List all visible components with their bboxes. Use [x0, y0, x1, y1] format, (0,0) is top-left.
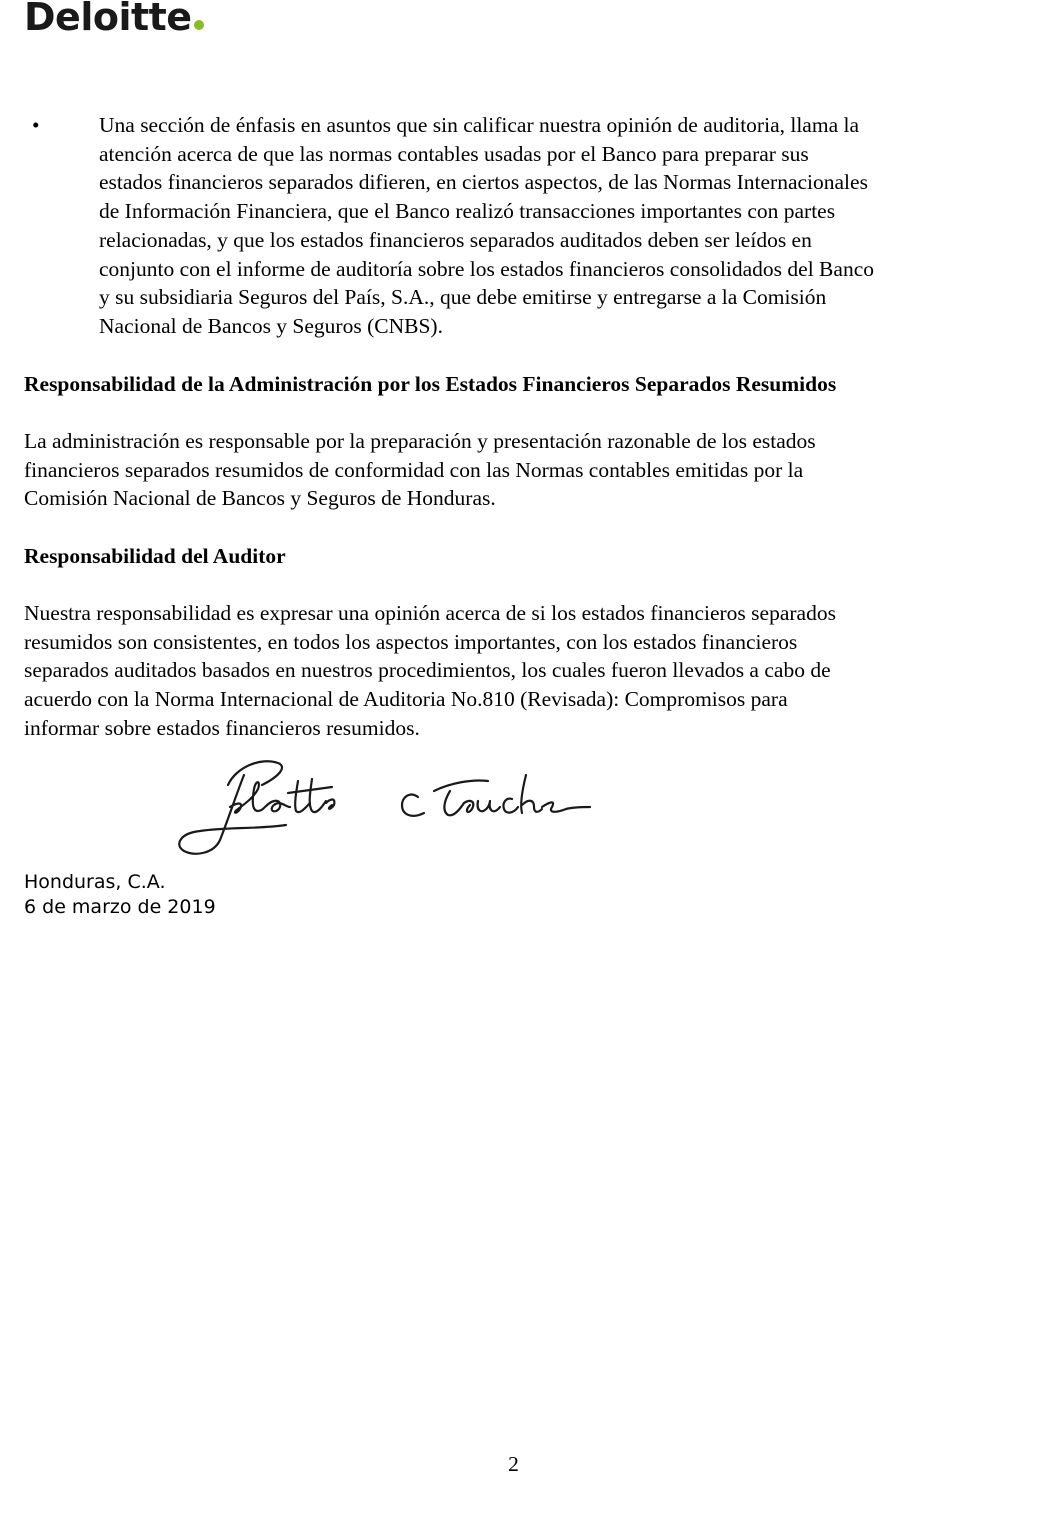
bullet-icon: • [32, 113, 40, 137]
location-text: Honduras, C.A. [24, 871, 166, 893]
paragraph-line: Comisión Nacional de Bancos y Seguros de Honduras. [24, 486, 496, 511]
bullet-line: Una sección de énfasis en asuntos que sin calificar nuestra opinión de auditoria, llama la [99, 113, 860, 137]
logo-green-dot [194, 20, 204, 30]
logo-text: Deloitte [24, 0, 192, 39]
paragraph-line: resumidos son consistentes, en todos los aspectos importantes, con los estados financieros [24, 629, 798, 654]
bullet-line: y su subsidiaria Seguros del País, S.A., que debe emitirse y entregarse a la Comisión [99, 285, 827, 310]
signature-image [166, 745, 596, 865]
paragraph-line: financieros separados resumidos de conformidad con las Normas contables emitidas por la [24, 457, 804, 482]
paragraph-line: acuerdo con la Norma Internacional de Auditoria No.810 (Revisada): Compromisos para [24, 687, 788, 712]
paragraph-line: La administración es responsable por la preparación y presentación razonable de los estados [24, 429, 816, 453]
auditor-responsibility-heading: Responsabilidad del Auditor [24, 544, 286, 568]
bullet-line: conjunto con el informe de auditoría sobre los estados financieros consolidados del Banco [99, 256, 874, 281]
page-number: 2 [508, 1452, 519, 1476]
management-responsibility-heading: Responsabilidad de la Administración por los Estados Financieros Separados Resumidos [24, 372, 837, 396]
auditor-responsibility-paragraph [24, 599, 1014, 743]
paragraph-line: separados auditados basados en nuestros procedimientos, los cuales fueron llevados a cabo de [24, 658, 831, 683]
paragraph-line: informar sobre estados financieros resumidos. [24, 715, 420, 740]
bullet-line: Nacional de Bancos y Seguros (CNBS). [99, 313, 443, 338]
deloitte-logo [24, 0, 204, 40]
date-text: 6 de marzo de 2019 [24, 896, 216, 918]
bullet-line: estados financieros separados difieren, en ciertos aspectos, de las Normas Internacionales [99, 170, 868, 195]
bullet-line: de Información Financiera, que el Banco realizó transacciones importantes con partes [99, 199, 836, 224]
bullet-line: atención acerca de que las normas contables usadas por el Banco para preparar sus [99, 141, 809, 166]
bullet-text [99, 111, 1014, 341]
bullet-line: relacionadas, y que los estados financieros separados auditados deben ser leídos en [99, 227, 812, 252]
paragraph-line: Nuestra responsabilidad es expresar una opinión acerca de si los estados financieros separados [24, 601, 836, 625]
management-responsibility-paragraph [24, 427, 1014, 513]
